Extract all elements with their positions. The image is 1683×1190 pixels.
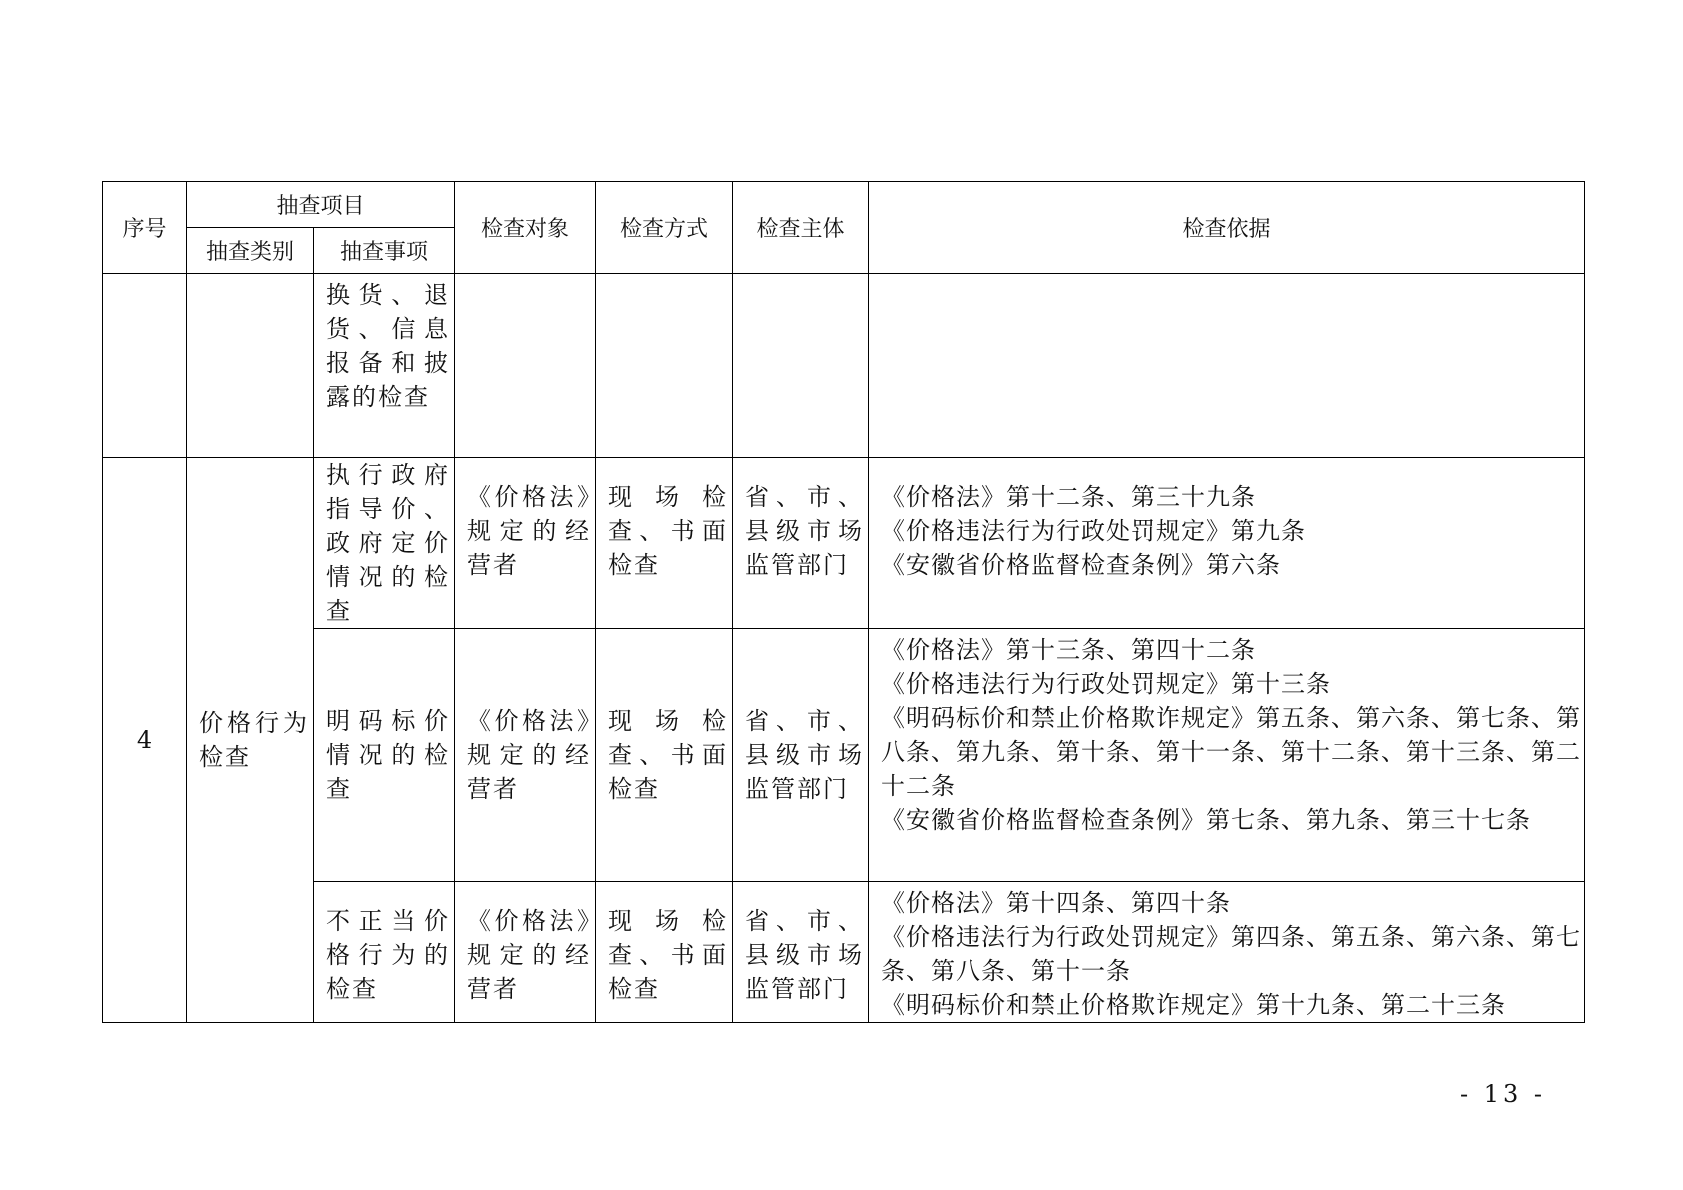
basis-list xyxy=(869,458,1584,582)
basis-list xyxy=(869,882,1584,1022)
basis-line: 《价格违法行为行政处罚规定》第四条、第五条、第六条、第七条、第八条、第十一条 xyxy=(881,923,1582,985)
matter-text: 执行政府指导价、政府定价情况的检查 xyxy=(326,461,451,625)
matter-text: 不正当价格行为的检查 xyxy=(326,907,451,1003)
table-row xyxy=(103,882,1585,1023)
subject-cell xyxy=(733,629,869,882)
basis-cell xyxy=(869,274,1585,458)
basis-cell xyxy=(869,458,1585,629)
page-number: - 13 - xyxy=(1460,1080,1547,1108)
basis-line: 《价格违法行为行政处罚规定》第十三条 xyxy=(881,670,1332,698)
method-text: 现场检查、书面检查 xyxy=(608,907,729,1003)
method-cell xyxy=(596,274,733,458)
method-cell xyxy=(596,882,733,1023)
header-category: 抽查类别 xyxy=(187,228,314,274)
header-target: 检查对象 xyxy=(455,182,596,274)
basis-line: 《安徽省价格监督检查条例》第六条 xyxy=(881,551,1282,579)
subject-cell xyxy=(733,882,869,1023)
header-matter: 抽查事项 xyxy=(314,228,455,274)
subject-text: 省、市、县级市场监管部门 xyxy=(745,483,865,579)
basis-line: 《安徽省价格监督检查条例》第七条、第九条、第三十七条 xyxy=(881,806,1532,834)
method-text: 现场检查、书面检查 xyxy=(608,483,729,579)
target-text: 《价格法》规定的经营者 xyxy=(467,907,592,1003)
basis-line: 《明码标价和禁止价格欺诈规定》第十九条、第二十三条 xyxy=(881,991,1507,1019)
basis-line: 《价格法》第十二条、第三十九条 xyxy=(881,483,1257,511)
category-cell xyxy=(187,458,314,1023)
header-seq: 序号 xyxy=(103,182,187,274)
method-cell xyxy=(596,629,733,882)
seq-cell: 4 xyxy=(103,458,187,1023)
subject-cell xyxy=(733,458,869,629)
header-item-group: 抽查项目 xyxy=(187,182,455,228)
table-row xyxy=(103,274,1585,458)
subject-cell xyxy=(733,274,869,458)
target-text: 《价格法》规定的经营者 xyxy=(467,707,592,803)
subject-text: 省、市、县级市场监管部门 xyxy=(745,907,865,1003)
table-row xyxy=(103,458,1585,629)
category-text: 价格行为检查 xyxy=(199,709,309,771)
basis-line: 《价格法》第十四条、第四十条 xyxy=(881,889,1232,917)
basis-cell xyxy=(869,629,1585,882)
basis-cell xyxy=(869,882,1585,1023)
header-row-1 xyxy=(103,182,1585,228)
matter-cell xyxy=(314,458,455,629)
method-cell xyxy=(596,458,733,629)
matter-cell xyxy=(314,882,455,1023)
target-cell xyxy=(455,629,596,882)
category-cell xyxy=(187,274,314,458)
header-basis: 检查依据 xyxy=(869,182,1585,274)
target-cell xyxy=(455,882,596,1023)
header-method: 检查方式 xyxy=(596,182,733,274)
basis-line: 《价格法》第十三条、第四十二条 xyxy=(881,636,1257,664)
subject-text: 省、市、县级市场监管部门 xyxy=(745,707,865,803)
matter-cell xyxy=(314,274,455,458)
method-text: 现场检查、书面检查 xyxy=(608,707,729,803)
matter-text: 明码标价情况的检查 xyxy=(326,707,451,803)
target-text: 《价格法》规定的经营者 xyxy=(467,483,592,579)
matter-cell xyxy=(314,629,455,882)
matter-text: 换货、退货、信息报备和披露的检查 xyxy=(326,281,451,411)
header-subject: 检查主体 xyxy=(733,182,869,274)
basis-line: 《明码标价和禁止价格欺诈规定》第五条、第六条、第七条、第八条、第九条、第十条、第十一条、第十二条、第十三条、第二十二条 xyxy=(881,704,1582,800)
basis-line: 《价格违法行为行政处罚规定》第九条 xyxy=(881,517,1307,545)
inspection-table xyxy=(102,181,1585,1023)
seq-cell xyxy=(103,274,187,458)
table-row xyxy=(103,629,1585,882)
basis-list xyxy=(869,629,1584,837)
target-cell xyxy=(455,274,596,458)
target-cell xyxy=(455,458,596,629)
